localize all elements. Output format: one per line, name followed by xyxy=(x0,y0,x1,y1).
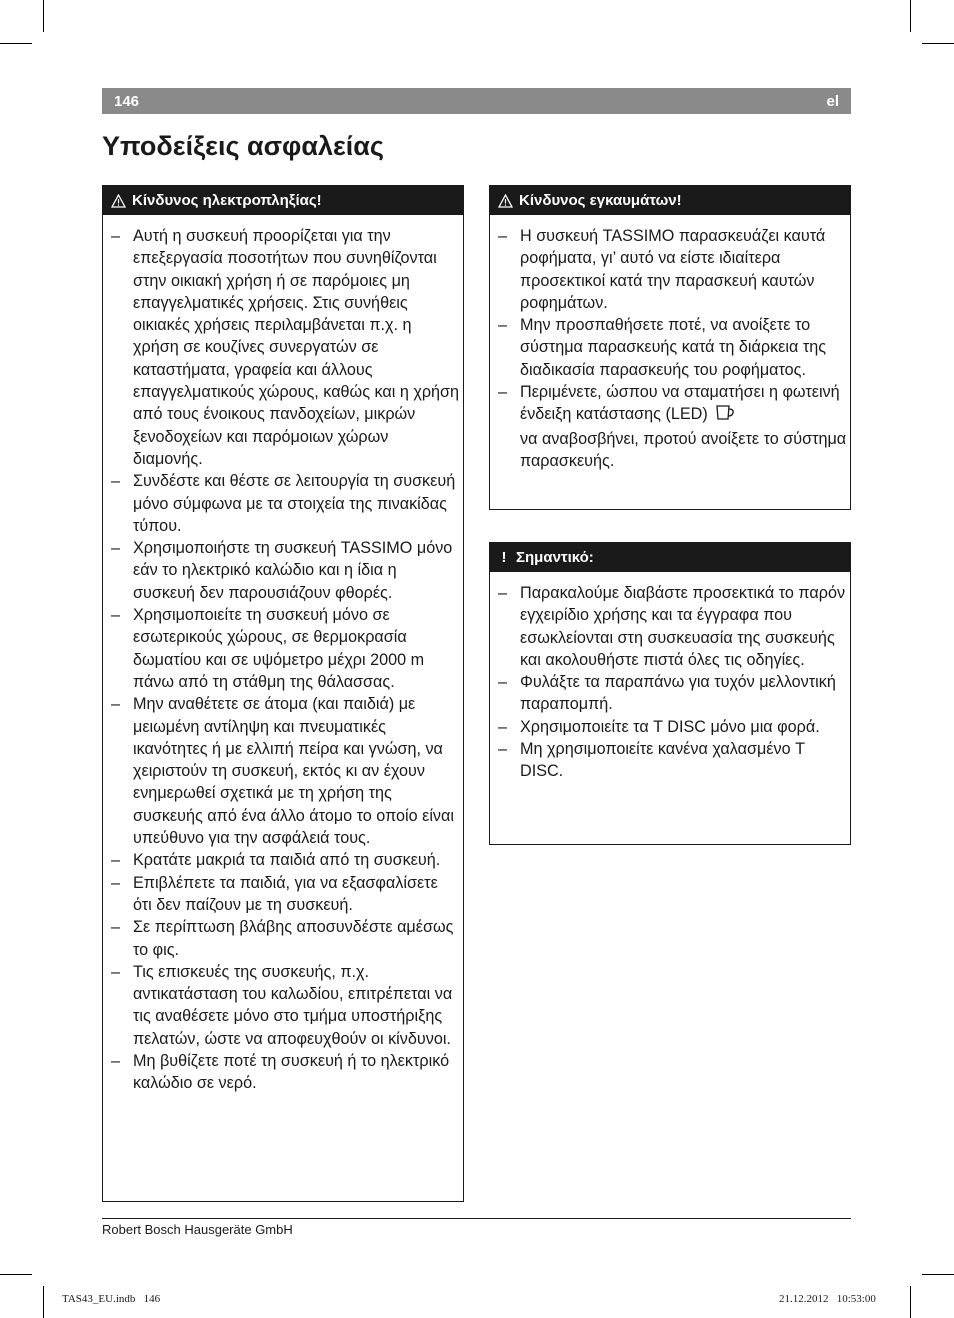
crop-mark xyxy=(0,1274,32,1275)
crop-mark xyxy=(910,0,911,32)
crop-mark xyxy=(0,43,32,44)
burn-list xyxy=(490,215,850,472)
list-item: – Επιβλέπετε τα παιδιά, για να εξασφαλίσετε ότι δεν παίζουν με τη συσκευή. xyxy=(111,873,438,914)
footer-company: Robert Bosch Hausgeräte GmbH xyxy=(102,1222,293,1237)
important-heading xyxy=(490,543,850,572)
important-list xyxy=(490,572,850,783)
list-item: – Φυλάξτε τα παραπάνω για τυχόν μελλοντική παραπομπή. xyxy=(498,673,836,714)
exclamation-icon: ! xyxy=(501,549,507,566)
list-item: – Σε περίπτωση βλάβης αποσυνδέστε αμέσως το φις. xyxy=(111,918,454,959)
list-item: – Παρακαλούμε διαβάστε προσεκτικά το παρόν εγχειρίδιο χρήσης και τα έγγραφα που εσωκλείονται στη συσκευασία της συσκευής και ακολουθήστε πιστά όλες τις οδηγίες. xyxy=(498,584,846,669)
burn-box xyxy=(489,185,851,510)
list-item: – Μην αναθέτετε σε άτομα (και παιδιά) με μειωμένη αντίληψη και πνευματικές ικανότητες ή με ελλιπή πείρα και γνώση, να χειριστούν τη συσκευή, εκτός κι αν έχουν ενημερωθεί σχετικά με τη χρήση της συσκευής από ένα άλλο άτομο το οποίο είναι υπεύθυνο για την ασφάλειά τους. xyxy=(111,695,454,848)
important-heading-text: Σημαντικό: xyxy=(516,549,594,566)
electric-shock-heading xyxy=(103,186,463,215)
list-item: – Κρατάτε μακριά τα παιδιά από τη συσκευή. xyxy=(111,851,441,870)
list-item: – Χρησιμοποιείτε τα T DISC μόνο μια φορά. xyxy=(498,717,820,736)
list-item: – Χρησιμοποιήστε τη συσκευή TASSIMO μόνο εάν το ηλεκτρικό καλώδιο και η ίδια η συσκευή δεν παρουσιάζουν φθορές. xyxy=(111,539,453,602)
list-item: – Περιμένετε, ώσπου να σταματήσει η φωτεινή ένδειξη κατάστασης (LED) να αναβοσβήνει, προτού ανοίξετε το σύστημα παρασκευής. xyxy=(498,383,847,470)
warning-triangle-icon xyxy=(111,194,126,208)
print-slug-datetime: 21.12.2012 10:53:00 xyxy=(779,1293,876,1305)
cup-icon xyxy=(715,404,735,427)
list-item: – Μην προσπαθήσετε ποτέ, να ανοίξετε το σύστημα παρασκευής κατά τη διάρκεια της διαδικασία παρασκευής του ροφήματος. xyxy=(498,316,827,379)
list-item: – Συνδέστε και θέστε σε λειτουργία τη συσκευή μόνο σύμφωνα με τα στοιχεία της πινακίδας τύπου. xyxy=(111,472,456,535)
burn-heading-text: Κίνδυνος εγκαυμάτων! xyxy=(519,192,682,209)
list-item: – Μη βυθίζετε ποτέ τη συσκευή ή το ηλεκτρικό καλώδιο σε νερό. xyxy=(111,1051,450,1093)
print-slug-file: TAS43_EU.indb 146 xyxy=(62,1293,161,1305)
burn-heading xyxy=(490,186,850,215)
page-number: 146 xyxy=(114,93,140,110)
warning-triangle-icon xyxy=(498,194,513,208)
language-code: el xyxy=(826,93,839,110)
crop-mark xyxy=(922,1274,954,1275)
electric-shock-heading-text: Κίνδυνος ηλεκτροπληξίας! xyxy=(132,192,322,209)
footer-divider xyxy=(102,1218,851,1219)
crop-mark xyxy=(43,0,44,32)
crop-mark xyxy=(43,1286,44,1318)
list-item: – Τις επισκευές της συσκευής, π.χ. αντικατάσταση του καλωδίου, επιτρέπεται να τις αναθέσετε μόνο στο τμήμα υποστήριξης πελατών, ώστε να αποφευχθούν οι κίνδυνοι. xyxy=(111,962,453,1048)
electric-shock-box xyxy=(102,185,464,1202)
list-item: – Η συσκευή TASSIMO παρασκευάζει καυτά ροφήματα, γι’ αυτό να είστε ιδιαίτερα προσεκτικοί κατά την παρασκευή καυτών ροφημάτων. xyxy=(498,227,826,312)
page-title: Υποδείξεις ασφαλείας xyxy=(102,131,384,161)
crop-mark xyxy=(910,1286,911,1318)
crop-mark xyxy=(922,43,954,44)
electric-shock-list xyxy=(103,215,463,1095)
list-item: – Χρησιμοποιείτε τη συσκευή μόνο σε εσωτερικούς χώρους, σε θερμοκρασία δωματίου και σε υψόμετρο μέχρι 2000 m πάνω από τη στάθμη της θάλασσας. xyxy=(111,606,425,691)
important-box xyxy=(489,542,851,845)
page-header-bar xyxy=(102,88,851,114)
list-item: – Αυτή η συσκευή προορίζεται για την επεξεργασία ποσοτήτων που συνηθίζονται στην οικιακή χρήση ή σε παρόμοιες μη επαγγελματικές χρήσεις. Στις συνήθεις οικιακές χρήσεις περιλαμβάνεται π.χ. η χρήση σε κουζίνες συνεργατών σε καταστήματα, γραφεία και άλλους επαγγελματικούς χώρους, καθώς και η χρήση από τους ένοικους πανδοχείων, μικρών ξενοδοχείων και παρόμοιων χώρων διαμονής. xyxy=(111,227,460,468)
list-item: – Μη χρησιμοποιείτε κανένα χαλασμένο T DISC. xyxy=(498,740,805,781)
